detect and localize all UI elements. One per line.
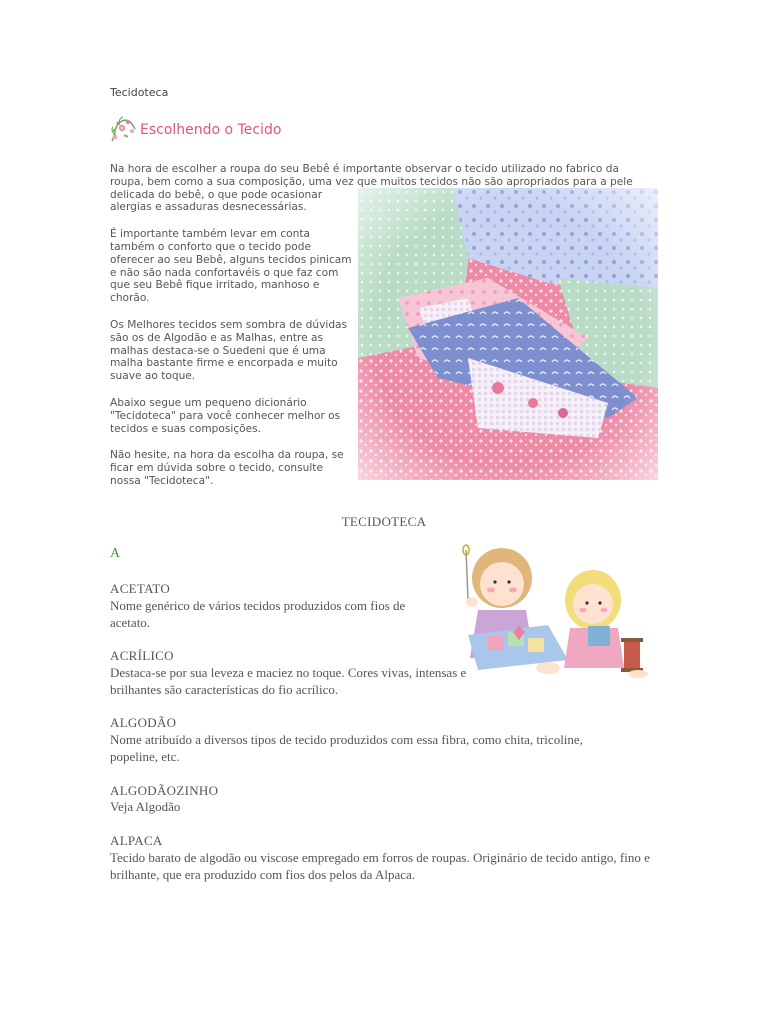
glossary-definition: Destaca-se por sua leveza e maciez no toque. Cores vivas, intensas e brilhantes são características do fio acrílico.: [110, 664, 467, 697]
glossary-term: ALGODÃO: [110, 715, 177, 731]
glossary-entry: [110, 648, 650, 698]
document-label: Tecidoteca: [110, 86, 169, 99]
glossary-definition: Tecido barato de algodão ou viscose empregado em forros de roupas. Originário de tecido antigo, fino e brilhante, que era produzido com fios dos pelos da Alpaca.: [110, 849, 650, 882]
glossary-definition: Nome genérico de vários tecidos produzidos com fios de acetato.: [110, 597, 406, 630]
glossary-term: ALGODÃOZINHO: [110, 782, 219, 798]
glossary-term: ACRÍLICO: [110, 648, 174, 664]
glossary-entry: [110, 833, 650, 883]
section-heading: TECIDOTECA: [341, 514, 427, 529]
glossary-term: ALPACA: [110, 832, 163, 848]
glossary-entry: [110, 783, 650, 817]
intro-paragraph-1: Na hora de escolher a roupa do seu Bebê é importante observar o tecido utilizado no fabrico da roupa, bem como a sua composição, uma vez que muitos tecidos não são apropriados para a pele: [110, 163, 633, 188]
page-title: Escolhendo o Tecido: [140, 122, 282, 138]
glossary-letter: A: [110, 546, 121, 561]
intro-paragraph-2: É importante também levar em conta também o conforto que o tecido pode oferecer ao seu Bebê, alguns tecidos pinicam e não são nada confortavéis o que faz com que seu Bebê fique irritado, manhoso e chorão.: [110, 228, 352, 305]
glossary-definition: Nome atribuído a diversos tipos de tecido produzidos com essa fibra, como chita, tricoline, popeline, etc.: [110, 732, 583, 764]
glossary-list: [110, 581, 650, 900]
flower-vine-icon: [108, 115, 138, 145]
glossary-entry: [110, 715, 650, 765]
intro-paragraph-1-continued: delicada do bebê, o que pode ocasionar alergias e assaduras desnecessárias.: [110, 188, 323, 214]
glossary-definition: Veja Algodão: [110, 799, 181, 815]
glossary-entry: [110, 581, 650, 631]
glossary-term: ACETATO: [110, 581, 171, 596]
intro-paragraph-4: Abaixo segue um pequeno dicionário "Tecidoteca" para você conhecer melhor os tecidos e suas composições.: [110, 396, 341, 435]
intro-paragraph-3: Os Melhores tecidos sem sombra de dúvidas são os de Algodão e as Malhas, entre as malhas destaca-se o Suedeni que é uma malha bastante firme e encorpada e muito suave ao toque.: [110, 318, 348, 383]
title-row: [108, 114, 281, 146]
intro-paragraph-5: Não hesite, na hora da escolha da roupa, se ficar em dúvida sobre o tecido, consulte nossa "Tecidoteca".: [110, 449, 344, 487]
fabric-swatches-image: [358, 188, 658, 480]
